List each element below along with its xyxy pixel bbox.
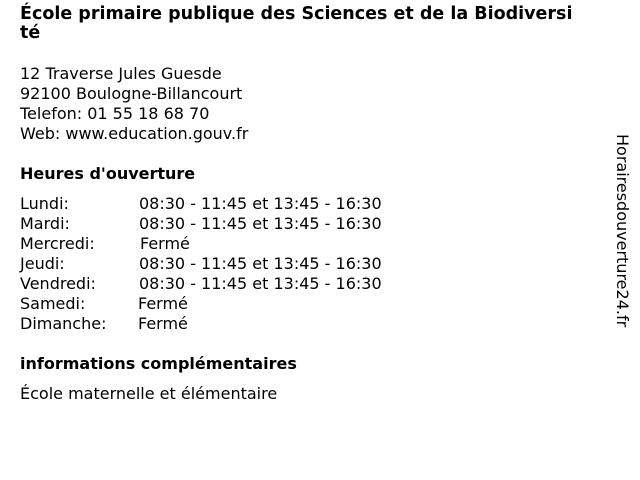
hours-day: Dimanche: (20, 314, 107, 333)
hours-time: 08:30 - 11:45 et 13:45 - 16:30 (139, 274, 382, 293)
hours-day: Lundi: (20, 194, 69, 213)
website: Web: www.education.gouv.fr (20, 124, 249, 143)
hours-heading: Heures d'ouverture (20, 164, 196, 183)
hours-time: 08:30 - 11:45 et 13:45 - 16:30 (139, 194, 382, 213)
address-city: 92100 Boulogne-Billancourt (20, 84, 243, 103)
info-text: École maternelle et élémentaire (20, 384, 278, 403)
address-street: 12 Traverse Jules Guesde (20, 64, 222, 83)
hours-time: 08:30 - 11:45 et 13:45 - 16:30 (139, 254, 382, 273)
hours-time: 08:30 - 11:45 et 13:45 - 16:30 (139, 214, 382, 233)
phone-number: Telefon: 01 55 18 68 70 (20, 104, 210, 123)
hours-time: Fermé (138, 294, 188, 313)
hours-day: Mercredi: (20, 234, 95, 253)
hours-time: Fermé (140, 234, 190, 253)
hours-day: Vendredi: (20, 274, 96, 293)
address-block (20, 64, 248, 144)
hours-time: Fermé (138, 314, 188, 333)
info-heading: informations complémentaires (20, 354, 297, 373)
hours-day: Samedi: (20, 294, 86, 313)
hours-day: Jeudi: (20, 254, 65, 273)
brand-watermark: Horairesdouverture24.fr (613, 134, 632, 328)
page-title: École primaire publique des Sciences et de la Biodiversité (20, 4, 573, 43)
hours-day: Mardi: (20, 214, 70, 233)
